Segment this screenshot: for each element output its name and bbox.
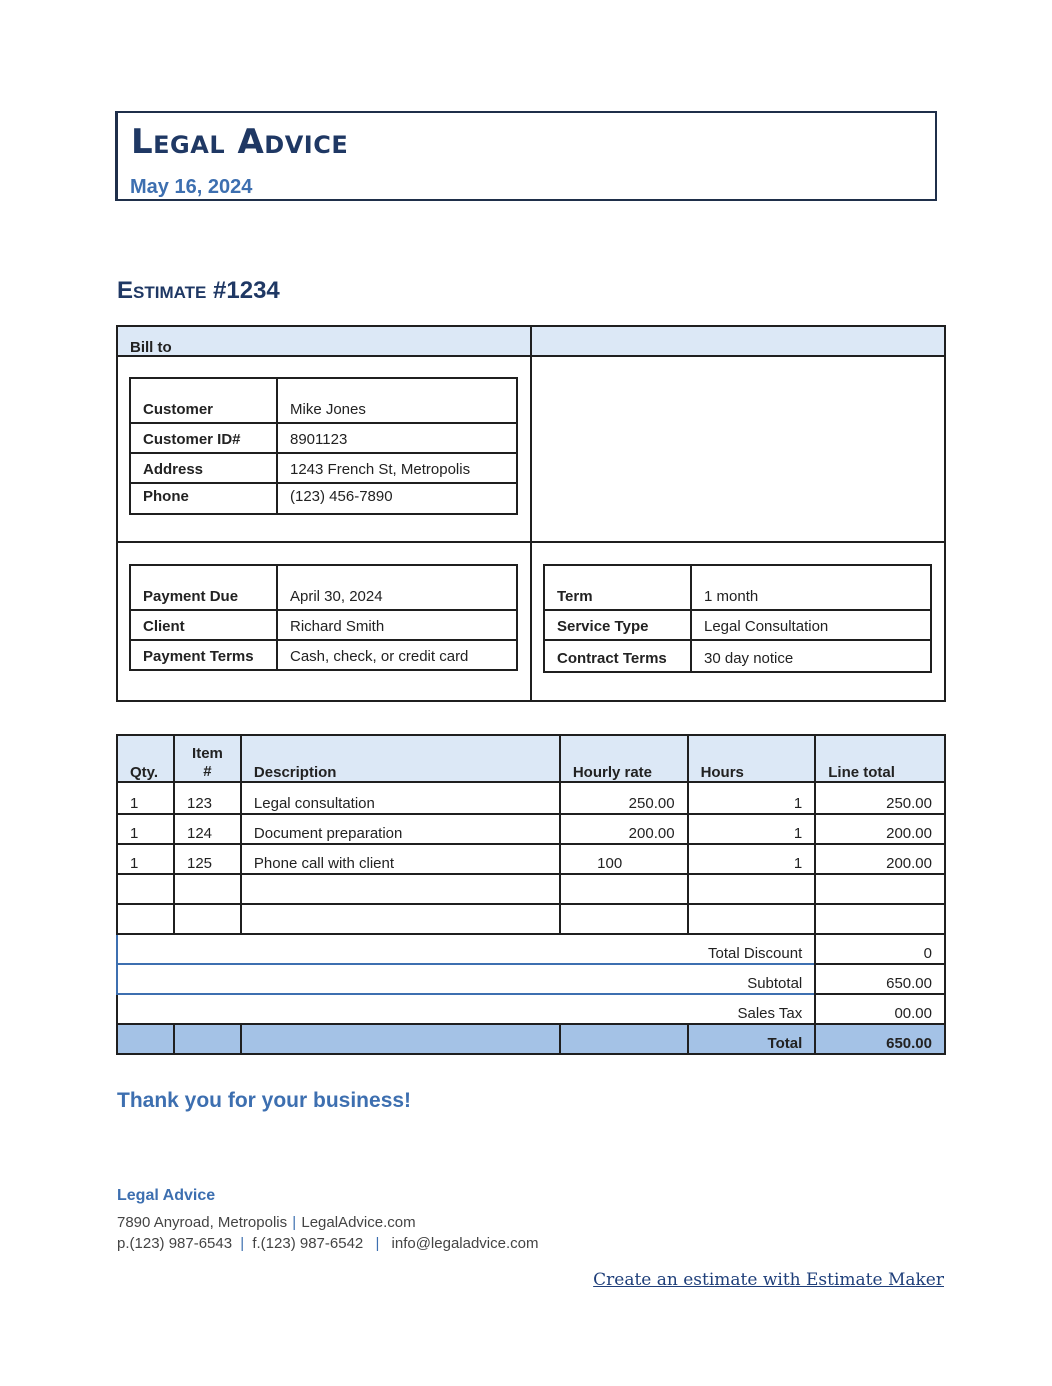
- col-header-description: Description: [241, 735, 560, 782]
- summary-value: 650.00: [815, 964, 945, 994]
- terms-key: Contract Terms: [544, 640, 691, 672]
- cell-rate: 200.00: [560, 814, 688, 844]
- thank-you-message: Thank you for your business!: [117, 1089, 412, 1112]
- table-row: [130, 483, 517, 514]
- footer-phone: p.(123) 987-6543: [117, 1235, 233, 1252]
- empty-cell: [241, 904, 560, 934]
- cell-qty: 1: [117, 844, 174, 874]
- empty-cell: [174, 874, 241, 904]
- cell-description: Legal consultation: [241, 782, 560, 814]
- estimate-maker-link[interactable]: Create an estimate with Estimate Maker: [593, 1270, 944, 1290]
- info-divider-top: [116, 355, 946, 357]
- footer-website[interactable]: LegalAdvice.com: [301, 1214, 416, 1231]
- table-row: [130, 378, 517, 423]
- terms-value: 30 day notice: [691, 640, 931, 672]
- table-row: [117, 874, 945, 904]
- table-row: [544, 565, 931, 610]
- summary-value: 0: [815, 934, 945, 964]
- payment-value: Richard Smith: [277, 610, 517, 640]
- empty-cell: [174, 904, 241, 934]
- cell-description: Document preparation: [241, 814, 560, 844]
- company-title: Legal Advice: [131, 122, 349, 162]
- footer-fax: f.(123) 987-6542: [252, 1235, 364, 1252]
- payment-key: Payment Due: [130, 565, 277, 610]
- bill-to-header-right: [532, 327, 944, 356]
- col-header-line-total: Line total: [815, 735, 945, 782]
- cell-line-total: 200.00: [815, 814, 945, 844]
- document-date: May 16, 2024: [130, 176, 253, 198]
- estimate-title: Estimate #1234: [117, 277, 280, 304]
- bill-to-key: Customer: [130, 378, 277, 423]
- col-header-item-line2: #: [203, 763, 212, 780]
- bill-to-value: 8901123: [277, 423, 517, 453]
- cell-hours: 1: [688, 814, 816, 844]
- terms-key: Term: [544, 565, 691, 610]
- cell-line-total: 200.00: [815, 844, 945, 874]
- info-divider-middle: [116, 541, 946, 543]
- line-items-table: [116, 734, 946, 1055]
- cell-rate: 250.00: [560, 782, 688, 814]
- summary-row-tax: [117, 994, 945, 1024]
- bill-to-value: (123) 456-7890: [277, 483, 517, 514]
- cell-hours: 1: [688, 782, 816, 814]
- col-header-item-line1: Item: [192, 745, 223, 762]
- bill-to-table: [129, 377, 518, 515]
- footer-separator: |: [292, 1214, 297, 1231]
- payment-table: [129, 564, 518, 671]
- empty-cell: [117, 874, 174, 904]
- payment-value: April 30, 2024: [277, 565, 517, 610]
- terms-value: Legal Consultation: [691, 610, 931, 640]
- total-fill-cell: [241, 1024, 560, 1054]
- empty-cell: [815, 874, 945, 904]
- footer-separator: |: [375, 1235, 380, 1252]
- col-header-item: [174, 735, 241, 782]
- terms-key: Service Type: [544, 610, 691, 640]
- footer-address-line: [117, 1214, 416, 1231]
- summary-label: Sales Tax: [117, 994, 815, 1024]
- table-row: [117, 844, 945, 874]
- cell-rate: 100: [560, 844, 688, 874]
- terms-value: 1 month: [691, 565, 931, 610]
- payment-key: Payment Terms: [130, 640, 277, 670]
- summary-row-total: [117, 1024, 945, 1054]
- table-row: [130, 640, 517, 670]
- bill-to-key: Address: [130, 453, 277, 483]
- empty-cell: [688, 904, 816, 934]
- cell-item: 125: [174, 844, 241, 874]
- cell-qty: 1: [117, 814, 174, 844]
- summary-row-discount: [117, 934, 945, 964]
- table-row: [130, 565, 517, 610]
- footer-email[interactable]: info@legaladvice.com: [391, 1235, 539, 1252]
- table-row: [117, 814, 945, 844]
- bill-to-key: Phone: [130, 483, 277, 514]
- table-row: [130, 423, 517, 453]
- table-row: [544, 640, 931, 672]
- summary-label: Total Discount: [117, 934, 815, 964]
- terms-table: [543, 564, 932, 673]
- cell-qty: 1: [117, 782, 174, 814]
- cell-description: Phone call with client: [241, 844, 560, 874]
- empty-cell: [815, 904, 945, 934]
- empty-cell: [241, 874, 560, 904]
- cell-item: 124: [174, 814, 241, 844]
- total-fill-cell: [174, 1024, 241, 1054]
- footer-separator: |: [240, 1235, 245, 1252]
- table-row: [117, 904, 945, 934]
- col-header-qty: Qty.: [117, 735, 174, 782]
- summary-value: 00.00: [815, 994, 945, 1024]
- payment-value: Cash, check, or credit card: [277, 640, 517, 670]
- table-row: [130, 610, 517, 640]
- total-label: Total: [688, 1024, 816, 1054]
- total-fill-cell: [117, 1024, 174, 1054]
- col-header-rate: Hourly rate: [560, 735, 688, 782]
- payment-key: Client: [130, 610, 277, 640]
- empty-cell: [117, 904, 174, 934]
- cell-item: 123: [174, 782, 241, 814]
- footer-address: 7890 Anyroad, Metropolis: [117, 1214, 288, 1231]
- summary-label: Subtotal: [117, 964, 815, 994]
- empty-cell: [560, 874, 688, 904]
- summary-row-subtotal: [117, 964, 945, 994]
- total-value: 650.00: [815, 1024, 945, 1054]
- cell-line-total: 250.00: [815, 782, 945, 814]
- cell-hours: 1: [688, 844, 816, 874]
- table-row: [117, 782, 945, 814]
- bill-to-key: Customer ID#: [130, 423, 277, 453]
- bill-to-label: Bill to: [130, 339, 172, 356]
- empty-cell: [560, 904, 688, 934]
- bill-to-value: Mike Jones: [277, 378, 517, 423]
- bill-to-value: 1243 French St, Metropolis: [277, 453, 517, 483]
- total-fill-cell: [560, 1024, 688, 1054]
- info-divider-vertical: [530, 325, 532, 702]
- footer-company-name: Legal Advice: [117, 1187, 216, 1204]
- table-header-row: [117, 735, 945, 782]
- empty-cell: [688, 874, 816, 904]
- table-row: [130, 453, 517, 483]
- footer-contact-line: [117, 1235, 538, 1252]
- table-row: [544, 610, 931, 640]
- col-header-hours: Hours: [688, 735, 816, 782]
- bill-to-header: [118, 327, 530, 356]
